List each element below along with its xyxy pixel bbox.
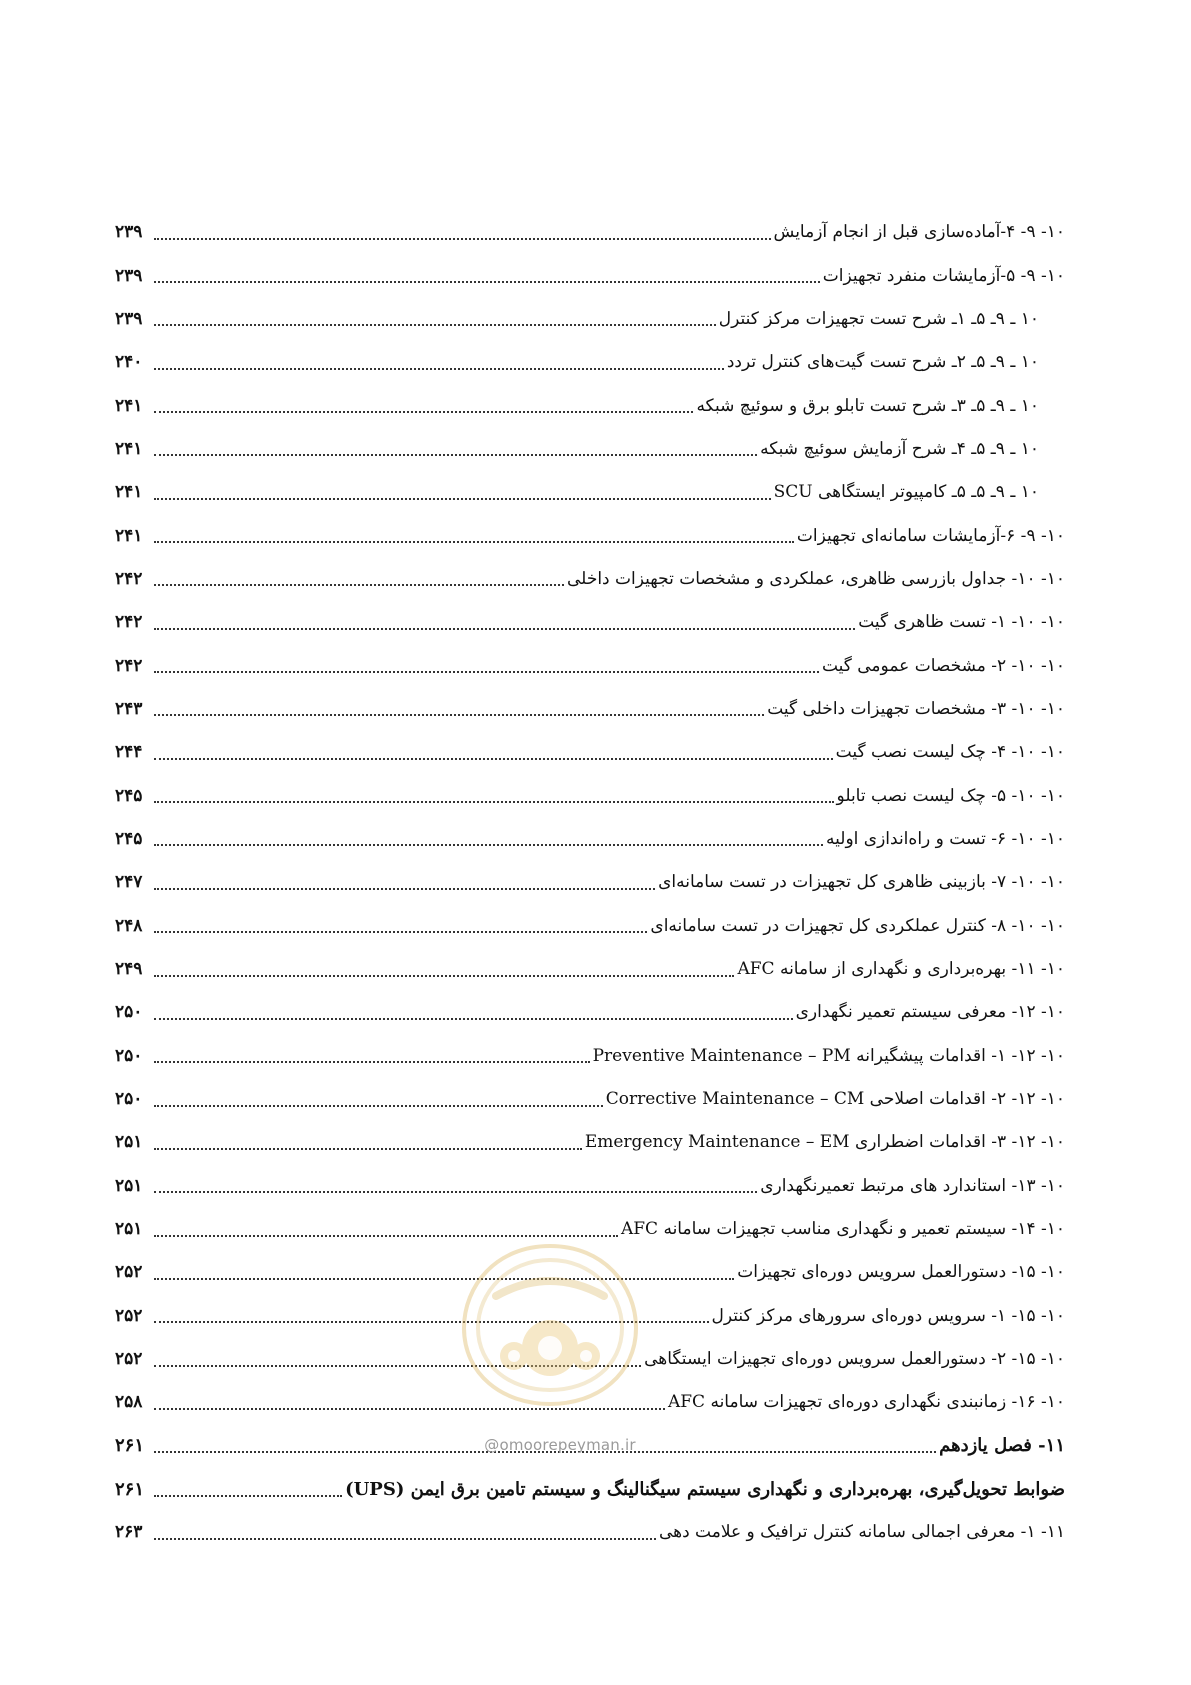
toc-entry[interactable] bbox=[115, 948, 1065, 991]
toc-entry-page-number: ۲۵۸ bbox=[115, 1392, 143, 1413]
toc-entry-page-number: ۲۴۹ bbox=[115, 959, 143, 980]
toc-entry-page-number: ۲۵۲ bbox=[115, 1305, 143, 1326]
dot-leader bbox=[154, 498, 771, 500]
dot-leader bbox=[154, 758, 833, 760]
toc-entry[interactable] bbox=[115, 341, 1065, 384]
dot-leader bbox=[154, 1191, 757, 1193]
toc-entry[interactable] bbox=[115, 558, 1065, 601]
toc-entry[interactable] bbox=[115, 384, 1065, 427]
toc-entry-title: ۱۰- ۱۵- دستورالعمل سرویس دوره‌ای تجهیزات bbox=[737, 1262, 1065, 1283]
toc-entry-page-number: ۲۵۰ bbox=[115, 1089, 143, 1110]
toc-entry-title: ۱۱- فصل یازدهم bbox=[939, 1435, 1065, 1457]
toc-entry-title: ۱۰- ۱۲- معرفی سیستم تعمیر نگهداری bbox=[795, 1002, 1065, 1023]
dot-leader bbox=[154, 1278, 734, 1280]
dot-leader bbox=[154, 1495, 342, 1497]
toc-entry[interactable] bbox=[115, 774, 1065, 817]
dot-leader bbox=[154, 238, 771, 240]
dot-leader bbox=[154, 1235, 618, 1237]
toc-entry-title: ۱۰- ۱۰- ۵- چک لیست نصب تابلو bbox=[836, 785, 1065, 806]
toc-entry-title: ۱۰- ۹- ۵-آزمایشات منفرد تجهیزات bbox=[822, 265, 1065, 286]
toc-entry-title: ۱۰ ـ ۹ـ ۵ـ ۲ـ شرح تست گیت‌های کنترل تردد bbox=[726, 352, 1039, 373]
toc-entry-title: ۱۰ ـ ۹ـ ۵ـ ۳ـ شرح تست تابلو برق و سوئیچ شبکه bbox=[696, 395, 1039, 416]
toc-entry[interactable] bbox=[115, 428, 1065, 471]
toc-entry-page-number: ۲۳۹ bbox=[115, 308, 143, 329]
toc-entry-title: ۱۰- ۱۳- استاندارد های مرتبط تعمیرنگهداری bbox=[760, 1175, 1065, 1196]
toc-entry-page-number: ۲۵۰ bbox=[115, 1045, 143, 1066]
dot-leader bbox=[154, 1018, 793, 1020]
toc-entry-title: ۱۰- ۹- ۴-آماده‌سازی قبل از انجام آزمایش bbox=[773, 222, 1065, 243]
dot-leader bbox=[154, 628, 855, 630]
toc-entry-title: ۱۰- ۱۰- ۳- مشخصات تجهیزات داخلی گیت bbox=[767, 698, 1065, 719]
dot-leader bbox=[154, 671, 819, 673]
toc-entry-title: ۱۰- ۱۵- ۲- دستورالعمل سرویس دوره‌ای تجهیزات ایستگاهی bbox=[644, 1349, 1065, 1370]
toc-entry-page-number: ۲۶۱ bbox=[115, 1435, 145, 1457]
toc-entry[interactable] bbox=[115, 991, 1065, 1034]
toc-entry-title: ۱۰- ۱۰- ۲- مشخصات عمومی گیت bbox=[821, 655, 1065, 676]
toc-entry-title: ۱۰- ۱۰- ۱- تست ظاهری گیت bbox=[858, 612, 1065, 633]
toc-entry-page-number: ۲۵۱ bbox=[115, 1175, 143, 1196]
toc-entry[interactable] bbox=[115, 1165, 1065, 1208]
toc-entry-title: ۱۰ ـ ۹ـ ۵ـ ۵ـ کامپیوتر ایستگاهی SCU bbox=[773, 482, 1039, 503]
toc-entry-title: ۱۰- ۱۴- سیستم تعمیر و نگهداری مناسب تجهیزات سامانه AFC bbox=[620, 1219, 1065, 1240]
toc-entry-page-number: ۲۵۲ bbox=[115, 1262, 143, 1283]
toc-entry-page-number: ۲۴۵ bbox=[115, 785, 143, 806]
dot-leader bbox=[154, 324, 716, 326]
toc-entry-page-number: ۲۵۱ bbox=[115, 1219, 143, 1240]
dot-leader bbox=[154, 541, 794, 543]
dot-leader bbox=[154, 281, 820, 283]
toc-entry[interactable] bbox=[115, 471, 1065, 514]
toc-entry-title: ۱۰- ۱۶- زمانبندی نگهداری دوره‌ای تجهیزات سامانه AFC bbox=[667, 1392, 1065, 1413]
toc-entry-page-number: ۲۴۲ bbox=[115, 612, 143, 633]
toc-entry[interactable] bbox=[115, 1078, 1065, 1121]
dot-leader bbox=[154, 1148, 582, 1150]
toc-entry-page-number: ۲۳۹ bbox=[115, 265, 143, 286]
toc-entry[interactable] bbox=[115, 1035, 1065, 1078]
toc-entry[interactable] bbox=[115, 1468, 1065, 1511]
toc-entry-page-number: ۲۴۱ bbox=[115, 525, 143, 546]
dot-leader bbox=[154, 411, 693, 413]
toc-entry[interactable] bbox=[115, 254, 1065, 297]
toc-entry[interactable] bbox=[115, 514, 1065, 557]
dot-leader bbox=[154, 1538, 656, 1540]
toc-entry-title: ۱۱- ۱- معرفی اجمالی سامانه کنترل ترافیک و علامت دهی bbox=[658, 1522, 1065, 1543]
toc-entry-page-number: ۲۴۲ bbox=[115, 568, 143, 589]
toc-entry[interactable] bbox=[115, 1511, 1065, 1554]
toc-entry[interactable] bbox=[115, 1295, 1065, 1338]
table-of-contents bbox=[115, 211, 1065, 1555]
toc-entry[interactable] bbox=[115, 905, 1065, 948]
toc-entry-page-number: ۲۴۳ bbox=[115, 698, 143, 719]
toc-entry-page-number: ۲۴۰ bbox=[115, 352, 143, 373]
dot-leader bbox=[154, 931, 647, 933]
dot-leader bbox=[154, 1321, 709, 1323]
dot-leader bbox=[154, 368, 724, 370]
toc-entry-page-number: ۲۴۱ bbox=[115, 438, 143, 459]
toc-entry-title: ۱۰ ـ ۹ـ ۵ـ ۱ـ شرح تست تجهیزات مرکز کنترل bbox=[718, 308, 1039, 329]
dot-leader bbox=[154, 1408, 665, 1410]
dot-leader bbox=[154, 454, 757, 456]
toc-entry-title: ۱۰ ـ ۹ـ ۵ـ ۴ـ شرح آزمایش سوئیچ شبکه bbox=[760, 438, 1039, 459]
dot-leader bbox=[154, 1061, 590, 1063]
toc-entry-title: ضوابط تحویل‌گیری، بهره‌برداری و نگهداری سیستم سیگنالینگ و سیستم تامین برق ایمن (UPS) bbox=[345, 1478, 1065, 1500]
toc-entry[interactable] bbox=[115, 298, 1065, 341]
toc-entry[interactable] bbox=[115, 818, 1065, 861]
toc-entry-title: ۱۰- ۱۰- ۷- بازبینی ظاهری کل تجهیزات در تست سامانه‌ای bbox=[658, 872, 1065, 893]
toc-entry-page-number: ۲۶۳ bbox=[115, 1522, 143, 1543]
toc-entry-page-number: ۲۵۱ bbox=[115, 1132, 143, 1153]
dot-leader bbox=[154, 975, 734, 977]
dot-leader bbox=[154, 801, 834, 803]
toc-entry[interactable] bbox=[115, 601, 1065, 644]
toc-entry-title: ۱۰- ۱۲- ۳- اقدامات اضطراری Emergency Maintenance – EM bbox=[584, 1132, 1065, 1153]
toc-entry-title: ۱۰- ۱۰- جداول بازرسی ظاهری، عملکردی و مشخصات تجهیزات داخلی bbox=[567, 568, 1065, 589]
toc-entry-title: ۱۰- ۱۵- ۱- سرویس دوره‌ای سرورهای مرکز کنترل bbox=[711, 1305, 1065, 1326]
dot-leader bbox=[154, 888, 655, 890]
toc-entry[interactable] bbox=[115, 1121, 1065, 1164]
toc-entry-page-number: ۲۴۸ bbox=[115, 915, 143, 936]
toc-entry[interactable] bbox=[115, 644, 1065, 687]
dot-leader bbox=[154, 584, 564, 586]
toc-entry[interactable] bbox=[115, 731, 1065, 774]
dot-leader bbox=[154, 714, 764, 716]
toc-entry-page-number: ۲۴۷ bbox=[115, 872, 143, 893]
dot-leader bbox=[154, 844, 823, 846]
toc-entry-title: ۱۰- ۱۲- ۲- اقدامات اصلاحی Corrective Maintenance – CM bbox=[605, 1089, 1065, 1110]
toc-entry-title: ۱۰- ۹- ۶-آزمایشات سامانه‌ای تجهیزات bbox=[796, 525, 1065, 546]
toc-entry-page-number: ۲۴۱ bbox=[115, 482, 143, 503]
toc-entry-title: ۱۰- ۱۲- ۱- اقدامات پیشگیرانه Preventive Maintenance – PM bbox=[592, 1045, 1065, 1066]
toc-entry-page-number: ۲۴۴ bbox=[115, 742, 143, 763]
toc-entry-page-number: ۲۴۱ bbox=[115, 395, 143, 416]
toc-entry-page-number: ۲۳۹ bbox=[115, 222, 143, 243]
toc-entry-page-number: ۲۴۲ bbox=[115, 655, 143, 676]
toc-entry-page-number: ۲۵۲ bbox=[115, 1349, 143, 1370]
toc-entry[interactable] bbox=[115, 861, 1065, 904]
toc-entry-page-number: ۲۵۰ bbox=[115, 1002, 143, 1023]
toc-entry[interactable] bbox=[115, 211, 1065, 254]
dot-leader bbox=[154, 1105, 603, 1107]
toc-entry-title: ۱۰- ۱۰- ۸- کنترل عملکردی کل تجهیزات در تست سامانه‌ای bbox=[650, 915, 1065, 936]
toc-entry[interactable] bbox=[115, 1338, 1065, 1381]
toc-entry-page-number: ۲۴۵ bbox=[115, 828, 143, 849]
toc-entry-title: ۱۰- ۱۰- ۶- تست و راه‌اندازی اولیه bbox=[826, 828, 1065, 849]
watermark-site-text: @omoorepeyman.ir bbox=[484, 1436, 636, 1454]
dot-leader bbox=[154, 1365, 641, 1367]
toc-entry-title: ۱۰- ۱۰- ۴- چک لیست نصب گیت bbox=[835, 742, 1065, 763]
toc-entry-page-number: ۲۶۱ bbox=[115, 1478, 145, 1500]
toc-entry[interactable] bbox=[115, 1381, 1065, 1424]
toc-entry-title: ۱۰- ۱۱- بهره‌برداری و نگهداری از سامانه AFC bbox=[737, 959, 1065, 980]
toc-entry[interactable] bbox=[115, 1251, 1065, 1294]
toc-entry[interactable] bbox=[115, 1208, 1065, 1251]
toc-entry[interactable] bbox=[115, 688, 1065, 731]
